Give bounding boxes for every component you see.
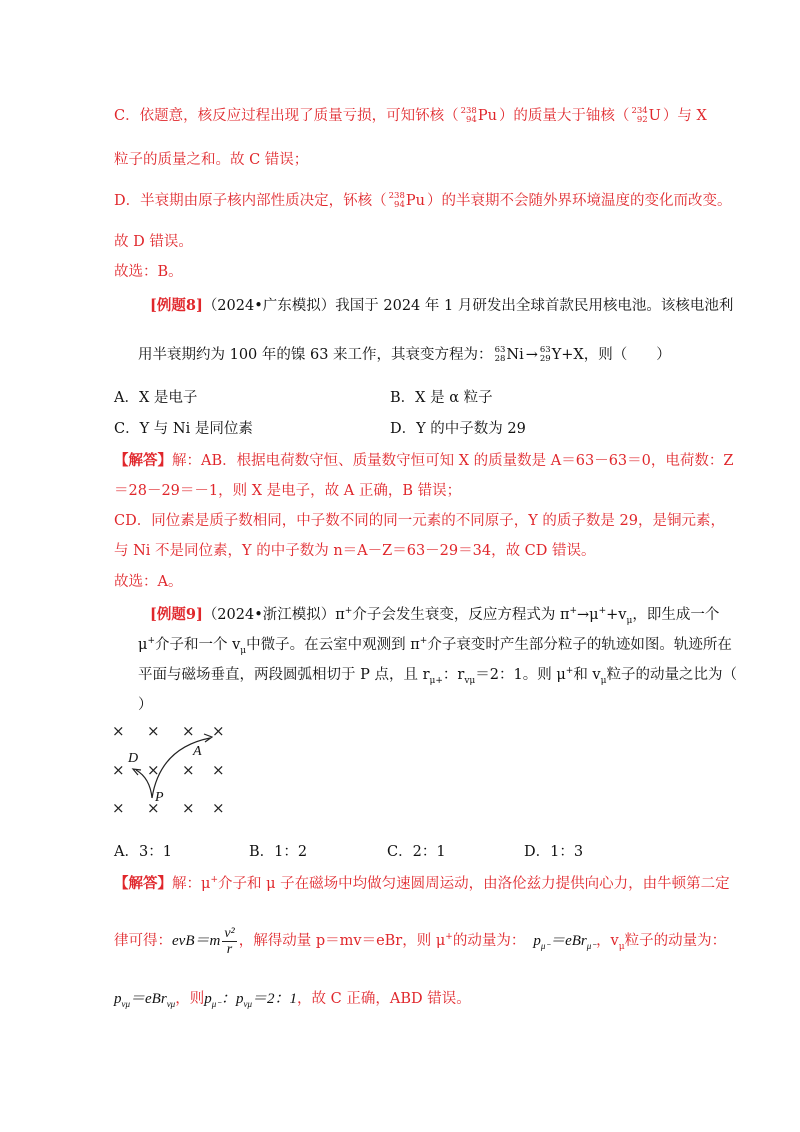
equation-p-v: $p_{v\mu}=eBr_{v\mu}$ bbox=[114, 991, 176, 1009]
field-cross: × bbox=[182, 761, 195, 779]
ex8-question-line2: 用半衰期约为 100 年的镍 63 来工作，其衰变方程为： 63 28 Ni → 63 29 Y+X，则（ ） bbox=[138, 345, 671, 364]
equation-p-mu: $p_{\mu^-}=eBr_{\mu^-}$ bbox=[533, 932, 597, 951]
ni-nuclide: 63 28 Ni bbox=[494, 345, 524, 364]
ex8-option-d[interactable]: D．Y 的中子数为 29 bbox=[390, 421, 526, 437]
d-option-line2: 故 D 错误。 bbox=[114, 234, 193, 250]
ex9-question-line4: ） bbox=[138, 697, 153, 713]
fraction-v2-r: $\frac{\text{v²}}{r}$ bbox=[224, 926, 235, 957]
field-cross: × bbox=[212, 722, 225, 740]
ex9-option-d[interactable]: D．1：3 bbox=[524, 844, 584, 860]
ex9-option-c[interactable]: C．2：1 bbox=[387, 844, 446, 860]
equation-ratio: $p_{\mu^-}$：$p_{v\mu}=2$：1 bbox=[204, 991, 298, 1009]
field-cross: × bbox=[147, 761, 160, 779]
ex9-solution-line3: $p_{v\mu}=eBr_{v\mu}$，则$p_{\mu^-}$：$p_{v\mu}=2$：1，故 C 正确，ABD 错误。 bbox=[114, 991, 471, 1009]
field-cross: × bbox=[112, 722, 125, 740]
field-cross: × bbox=[212, 761, 225, 779]
equation-lorentz: evB＝m $\frac{\text{v²}}{r}$ bbox=[172, 926, 235, 957]
ex8-option-a[interactable]: A．X 是电子 bbox=[114, 390, 198, 406]
answer-b: 故选：B。 bbox=[114, 264, 183, 280]
track-d bbox=[136, 770, 152, 798]
field-cross: × bbox=[212, 799, 225, 817]
decay-arrow: → bbox=[525, 347, 538, 363]
ex9-option-a[interactable]: A．3：1 bbox=[114, 844, 172, 860]
label-a: A bbox=[193, 744, 202, 759]
ex9-tag: [例题9] bbox=[150, 606, 203, 623]
d-option-line1: D．半衰期由原子核内部性质决定，钚核（ 238 94 Pu ）的半衰期不会随外界环境温度的变化而改变。 bbox=[114, 191, 732, 210]
ex9-solution-line2: 律可得：evB＝m $\frac{\text{v²}}{r}$ ，解得动量 p＝mv＝eBr，则 μ+的动量为： $p_{\mu^-}=eBr_{\mu^-}$，$v_\mu$粒子的动量为： bbox=[114, 926, 727, 957]
ex8-solution-line3: CD．同位素是质子数相同，中子数不同的同一元素的不同原子，Y 的质子数是 29，是铜元素， bbox=[114, 513, 725, 529]
ex8-option-b[interactable]: B．X 是 α 粒子 bbox=[390, 390, 493, 406]
field-cross: × bbox=[147, 799, 160, 817]
u-nuclide: 234 92 U bbox=[631, 106, 661, 125]
label-p: P bbox=[155, 790, 164, 805]
ex8-question-line1: [例题8]（2024•广东模拟）我国于 2024 年 1 月研发出全球首款民用核电池。该核电池利 bbox=[150, 297, 734, 314]
field-cross: × bbox=[182, 799, 195, 817]
c-option-line1: C．依题意，核反应过程出现了质量亏损，可知钚核（ 238 94 Pu ）的质量大于铀核（ 234 92 U ）与 X bbox=[114, 106, 707, 125]
ex8-solution-line4: 与 Ni 不是同位素，Y 的中子数为 n＝A－Z＝63－29＝34，故 CD 错误。 bbox=[114, 543, 596, 559]
ex9-question-line3: 平面与磁场垂直，两段圆弧相切于 P 点，且 $r_{\mu+}$：$r_{v\mu}=2$：1。则 μ+和 $v_\mu$粒子的动量之比为（ bbox=[138, 666, 737, 686]
ex8-solution-line1: 【解答】解：AB．根据电荷数守恒、质量数守恒可知 X 的质量数是 A＝63－63＝0，电荷数：Z bbox=[114, 452, 734, 469]
field-cross: × bbox=[182, 722, 195, 740]
answer-a: 故选：A。 bbox=[114, 574, 183, 590]
field-cross: × bbox=[112, 799, 125, 817]
c-option-line2: 粒子的质量之和。故 C 错误； bbox=[114, 152, 309, 168]
ex9-solution-line1: 【解答】解：μ+介子和 μ 子在磁场中均做匀速圆周运动，由洛伦兹力提供向心力，由牛顿第二定 bbox=[114, 875, 730, 892]
pu-nuclide-2: 238 94 Pu bbox=[388, 191, 425, 210]
field-cross: × bbox=[147, 722, 160, 740]
ex9-question-line2: μ+介子和一个 $v_\mu$中微子。在云室中观测到 π+介子衰变时产生部分粒子的轨迹如图。轨迹所在 bbox=[138, 636, 732, 656]
ex8-solution-line2: ＝28－29＝－1，则 X 是电子，故 A 正确，B 错误； bbox=[114, 483, 462, 499]
cloud-chamber-figure bbox=[108, 720, 238, 820]
field-cross: × bbox=[112, 761, 125, 779]
label-d: D bbox=[128, 751, 139, 766]
pu-nuclide: 238 94 Pu bbox=[460, 106, 497, 125]
ex9-option-b[interactable]: B．1：2 bbox=[249, 844, 308, 860]
ex8-option-c[interactable]: C．Y 与 Ni 是同位素 bbox=[114, 421, 253, 437]
particle-tracks bbox=[108, 720, 238, 820]
ex8-tag: [例题8] bbox=[150, 297, 203, 314]
y-nuclide: 63 29 Y+X，则（ ） bbox=[539, 345, 671, 364]
ex9-question-line1: [例题9]（2024•浙江模拟）π+介子会发生衰变，反应方程式为 $\pi^+\to\mu^++v_\mu$，即生成一个 bbox=[150, 606, 720, 626]
